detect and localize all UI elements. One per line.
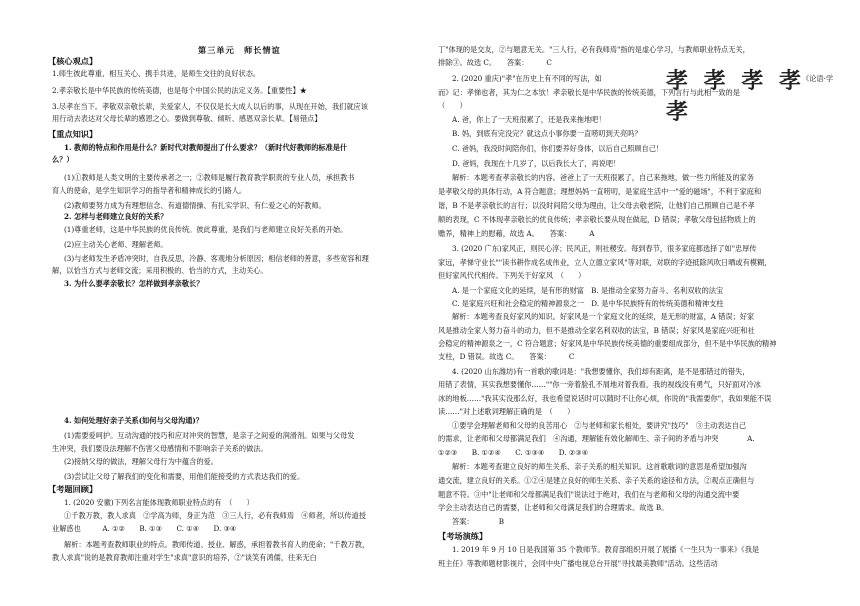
q4-line-3: 冰的地板……"我其实没那么好，我也希望说话时可以随时不让你心烦，你说的"我需要你"，我如果能不误: [438, 394, 772, 403]
answer-2-line-4: 解，以恰当方式与老师交流；采用积极的、恰当的方式，主动关心。: [52, 266, 268, 275]
drill-q1-line-1: 1. 2019 年 9 月 10 日是我国第 35 个教师节。教育部组织开展了展播《一生只为一事来》《我是: [452, 545, 760, 554]
answer-1-line-2: 育人的使命，是学生知识学习的指导者和精神成长的引路人。: [52, 186, 247, 195]
answer-4-line-3: (2)接纳父母的做法，理解父母行为中蕴含的爱。: [64, 457, 218, 466]
answer-4-line-2: 生冲突，我们要设法理解不伤害父母感情和不影响亲子关系的做法。: [52, 444, 268, 453]
q4-choices: ①②③ B. ①②④ C. ①③④ D. ②③④: [438, 448, 589, 457]
q4-analysis-2: 通交流，建立良好的关系。①②④是建立良好的师生关系、亲子关系的途径和方法，②观点正确但与: [438, 476, 755, 485]
question-1: 1. 教师的特点和作用是什么？新时代对教师提出了什么要求？（新时代好教师的标准是什: [64, 143, 348, 152]
q2-line-2: （ ）: [438, 101, 467, 110]
q3-analysis-1: 解析：本题考查良好家风的知识。好家风是一个家庭文化的延续，是无形的财富，A 错误；好家: [452, 312, 755, 321]
prev-answer: 排除③。故选 C。 答案： C: [438, 58, 552, 67]
review-q1-analysis-2: 教人求真"说的是教育教师注重对学生"求真"意识的培养，②"谈笑有鸿儒，往来无白: [52, 553, 317, 562]
q4-option-2: 的需求，让老师和父母都满足我们 ④沟通，理解能有效化解师生、亲子间的矛盾与冲突 A.: [438, 434, 755, 443]
q2-option-b: B. 妈，到底有完没完？就这点小事你要一直唠叨到天亮吗？: [452, 129, 642, 138]
q3-option-cd: C. 是家庭兴旺和社会稳定的精神源泉之一 D. 是中华民族特有的传统美德和精神支柱: [452, 299, 724, 308]
q3-line-3: 但好家风代代相传。下列关于好家风 （ ）: [438, 271, 586, 280]
q4-analysis-4: 学会主动表达自己的需要，让老师和父母满足我们的合理需求。故选 B。: [438, 503, 669, 512]
q3-answer: 支柱，D 错误。故选 C。 答案： C: [438, 352, 575, 361]
answer-2-line-1: (1)尊重老师，这是中华民族的优良传统。彼此尊重，是我们与老师建立良好关系的开始。: [64, 225, 348, 234]
q3-option-ab: A. 是一个家庭文化的延续，是有形的财富 B. 是推动全家努力奋斗、名利双收的法宝: [452, 286, 724, 295]
q2-analysis-2: 是孝敬父母的具体行动，A 符合题意；理想妈妈一直唠叨，是家庭生活中一"爱的磁场"，不利于家庭和: [438, 187, 762, 196]
core-point-1: 1.师生彼此尊重、相互关心、携手共进，是师生交往的良好状态。: [52, 69, 261, 78]
q4-line-1: 4. (2020 山东潍坊)有一首歌的歌词是："我想要懂你，我们却有距离，是不是那错过的错失，: [452, 367, 750, 376]
q3-line-2: 家远，孝悌守业长""读书耕作成名成伟业，立人立德立家风"等对联，对联的字迹抵除风吹日晒或有模糊，: [438, 258, 772, 267]
q4-answer: 答案： B: [452, 517, 504, 526]
core-point-3-cont: 用行动去表达对父母长辈的感恩之心。要做到尊敬、倾听、感恩双亲长辈。【易错点】: [52, 114, 322, 123]
answer-4-line-4: (3)尝试让父母了解我们的变化和需要，用他们能接受的方式表达我们的爱。: [64, 472, 305, 481]
q4-option-1: ①要学会理解老师和父母的良苦用心 ②与老师和家长相处，要讲究"技巧" ③主动表达自己: [452, 421, 747, 430]
q2-answer: 赡养，精神上的慰藉，故选 A。 答案： A: [438, 229, 595, 238]
q3-line-1: 3. (2020 广东)家风正，则民心淳；民风正，则社稷安。每到春节，很多家庭都选择了如"忠厚传: [452, 244, 757, 253]
question-2: 2. 怎样与老师建立良好的关系？: [64, 212, 168, 221]
q4-analysis-3: 题意不符。③中"让老师和父母都满足我们"说法过于绝对，我们在与老师和父母的沟通交流中要: [438, 490, 740, 499]
review-q1-analysis-1: 解析：本题考查教师职业的特点。教师传道、授业、解惑，承担着教书育人的使命；"千教万教，: [64, 540, 370, 549]
q4-line-4: 读……"对上述歌词理解正确的是 （ ）: [438, 407, 575, 416]
question-4: 4. 如何处理好亲子关系(如何与父母沟通)？: [64, 416, 203, 425]
prev-analysis-tail: 丁"体现的是交友，②与题意无关。"三人行，必有我师焉"指的是虚心学习，与教师职业特点无关，: [438, 45, 750, 54]
q2-intro-tail: 《论语·学: [802, 74, 834, 83]
q3-analysis-2: 风是推动全家人努力奋斗的动力，但不是推动全家名利双收的法宝，B 错误；好家风是家庭兴旺和社: [438, 326, 755, 335]
question-1-cont: 么？）: [52, 155, 74, 164]
q4-analysis-1: 解析：本题考查建立良好的师生关系、亲子关系的相关知识。这首歌歌词的意思是希望加强沟: [452, 462, 747, 471]
q2-intro: 2. (2020 重庆)"孝"在历史上有不同的写法，如: [452, 74, 602, 83]
q2-line-1: 而》记：孝悌也者，其为仁之本欤！孝亲敬长是中华民族的传统美德，下列言行与此相一致的是: [438, 88, 740, 97]
q3-analysis-3: 会稳定的精神源泉之一，C 符合题意；好家风是中华民族传统美德的重要组成部分，但不是中华民族的精神: [438, 339, 777, 348]
core-point-3: 3.尽孝在当下。孝敬双亲敬长辈，关爱家人，不仅仅是长大成人以后的事，从现在开始，我们就应该: [52, 102, 368, 111]
q2-analysis-4: 顺的表现，C 不体现孝亲敬长的优良传统；孝亲敬长要从现在做起，D 错误；孝敬父母包括物质上的: [438, 215, 756, 224]
core-heading: 【核心观点】: [48, 56, 98, 66]
review-q1-options: ①千教万教，教人求真 ②学高为师，身正为范 ③三人行，必有我师焉 ④师者，所以传道授: [64, 511, 366, 520]
q2-option-a: A. 爸，你上了一天班很累了，还是我来拖地吧！: [452, 115, 606, 124]
q2-option-c: C. 爸妈，我没时间陪你们，你们要养好身体，以后自己照顾自己！: [452, 144, 664, 153]
answer-4-line-1: (1)需要爱呵护。互动沟通的技巧和应对冲突的智慧，是亲子之间爱的润滑剂。如果与父母发: [64, 431, 355, 440]
core-point-2: 2.孝亲敬长是中华民族的传统美德，也是每个中国公民的法定义务。【重要性】★: [52, 86, 307, 95]
answer-1-line-1: (1)①教师是人类文明的主要传承者之一；②教师是履行教育教学职责的专业人员，承担教书: [64, 173, 355, 182]
review-q1: 1. (2020 安徽)下列名言能体现教师职业特点的有 （ ）: [64, 498, 254, 507]
q2-analysis-1: 解析：本题考查孝亲敬长的内容。爸爸上了一天班很累了，自己来拖地，做一些力所能及的家务: [452, 173, 754, 182]
review-heading: 【考题回顾】: [48, 484, 98, 494]
answer-1-line-3: (2)教师要努力成为有理想信念、有道德情操、有扎实学识、有仁爱之心的好教师。: [64, 201, 326, 210]
drill-q1-line-2: 班主任》等教师题材影视片，会同中央广播电视总台开展"寻找最美教师"活动。这些活动: [438, 559, 718, 568]
unit-title: 第三单元 师长情谊: [198, 45, 281, 55]
q4-line-2: 用错了表情，其实我想要懂你……""你一旁着脸孔不屑地对着我看，我的视线没有勇气，只好面对冷冰: [438, 380, 761, 389]
answer-3-blank-area: [52, 292, 422, 410]
answer-2-line-3: (3)与老师发生矛盾冲突时，自我反思，冷静、客观地分析原因；相信老师的善意，多些宽容和理: [64, 254, 369, 263]
answer-2-line-2: (2)应主动关心老师、理解老师。: [64, 240, 168, 249]
review-q1-choices: 业解惑也 A. ①② B. ①③ C. ①④ D. ③④: [52, 524, 237, 533]
key-heading: 【重点知识】: [48, 129, 98, 139]
calligraphy-xiao-image: 孝 孝 孝 孝 孝: [666, 68, 805, 125]
q2-analysis-3: 谐，B 不是孝亲敬长的言行；以没时间陪父母为理由，让父母去敬老院，让他们自己照顾自己是不孝: [438, 201, 755, 210]
q2-option-d: D. 爸妈，我现在十几岁了，以后我长大了，再说吧！: [452, 159, 621, 168]
drill-heading: 【考场演练】: [438, 531, 488, 541]
question-3: 3. 为什么要孝亲敬长？怎样做到孝亲敬长？: [64, 279, 204, 288]
